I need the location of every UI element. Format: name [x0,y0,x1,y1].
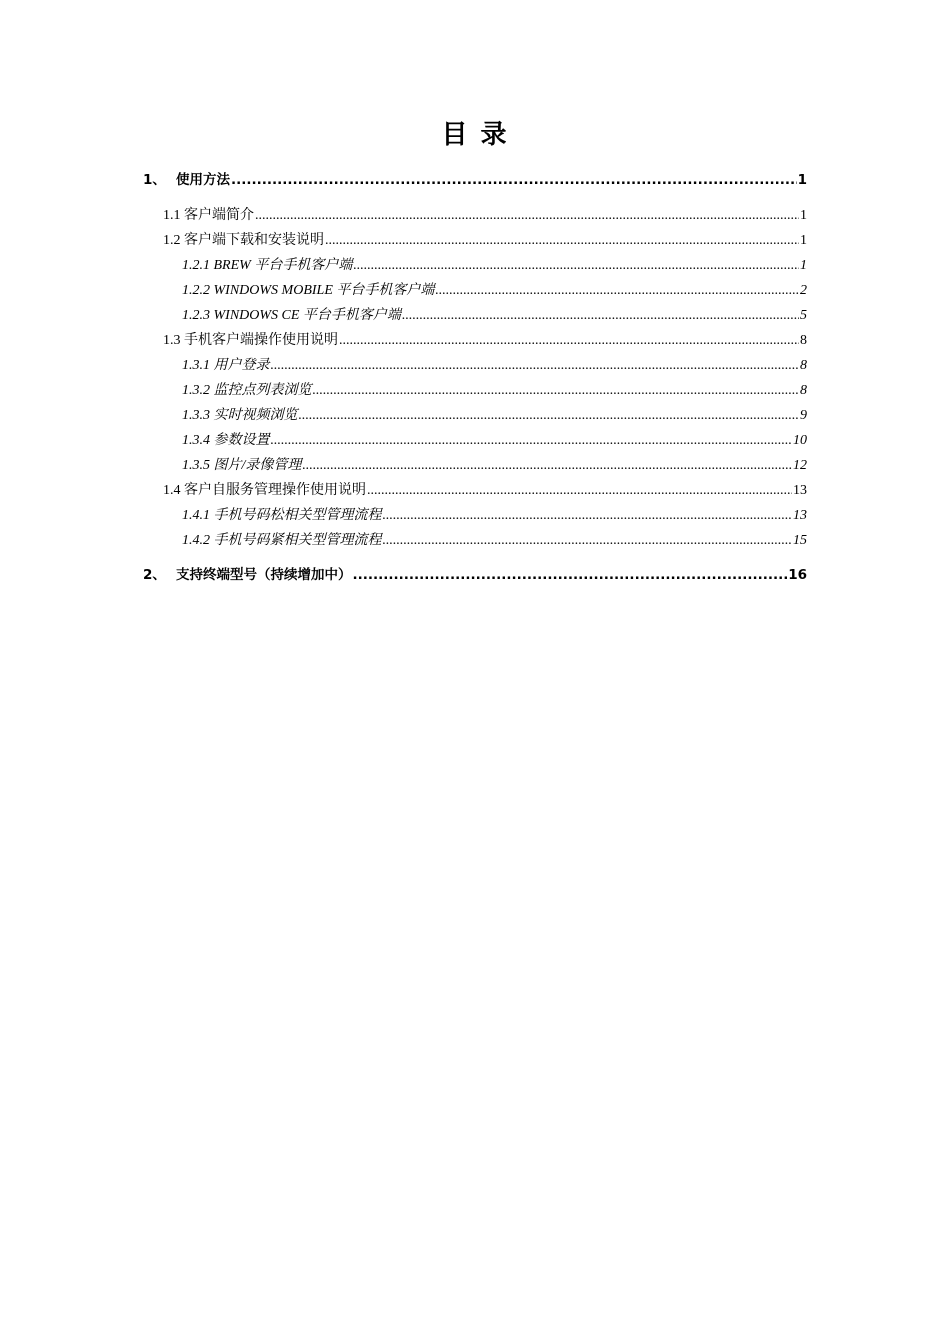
toc-entry-text: 手机号码松相关型管理流程 [213,508,382,523]
toc-entry-text: WINDOWS CE 平台手机客户端 [213,308,401,323]
toc-entry-1-3[interactable] [143,328,807,353]
toc-entry-1-4-2[interactable] [143,528,807,553]
dot-leader [383,528,793,553]
dot-leader [302,453,792,478]
toc-entry-label [182,253,352,278]
toc-entry-text: 参数设置 [213,433,270,448]
toc-entry-number: 1.2.3 [182,308,210,323]
dot-leader [271,353,800,378]
toc-entry-1-2-2[interactable] [143,278,807,303]
toc-page-number: 13 [793,483,807,498]
dot-leader [353,563,788,588]
dot-leader [299,403,800,428]
toc-entry-1-1[interactable] [143,203,807,228]
toc-page-number: 16 [788,567,807,583]
toc-page-number: 1 [797,172,807,188]
dot-leader [313,378,800,403]
dot-leader [339,328,799,353]
toc-entry-text: BREW 平台手机客户端 [213,258,353,273]
toc-entry-number: 1.3 [163,333,181,348]
toc-entry-number: 1.3.2 [182,383,210,398]
toc-page-number: 8 [800,333,807,348]
toc-entry-1-3-5[interactable] [143,453,807,478]
toc-entry-text: 支持终端型号（持续增加中） [176,567,352,583]
toc-entry-label [163,228,324,253]
toc-page-number: 1 [800,258,807,273]
dot-leader [435,278,799,303]
toc-entry-1-4[interactable] [143,478,807,503]
toc-entry-label [163,203,254,228]
toc-entry-number: 1.4.1 [182,508,210,523]
toc-entry-number: 1.3.4 [182,433,210,448]
dot-leader [325,228,799,253]
toc-entry-number: 2、 [143,567,166,583]
toc-entry-text: 用户登录 [213,358,270,373]
dot-leader [402,303,799,328]
toc-entry-text: 手机客户端操作使用说明 [184,333,338,348]
toc-entry-label [182,353,270,378]
toc-entry-number: 1.2.2 [182,283,210,298]
toc-entry-number: 1.1 [163,208,181,223]
page-title: 目 录 [441,120,509,150]
toc-entry-label [182,528,382,553]
toc-entry-number: 1.4 [163,483,181,498]
toc-entry-label [163,328,338,353]
toc-entry-1-3-4[interactable] [143,428,807,453]
toc-entry-label [182,378,312,403]
toc-entry-number: 1、 [143,172,166,188]
toc-entry-number: 1.2.1 [182,258,210,273]
toc-entry-text: 手机号码紧相关型管理流程 [213,533,382,548]
toc-entry-text: 图片/录像管理 [213,458,302,473]
table-of-contents [143,168,807,588]
toc-entry-label [182,503,382,528]
toc-page-number: 13 [793,508,807,523]
toc-page-number: 10 [793,433,807,448]
toc-page-number: 12 [793,458,807,473]
toc-entry-number: 1.3.1 [182,358,210,373]
toc-entry-text: 客户端简介 [184,208,254,223]
toc-page-number: 5 [800,308,807,323]
dot-leader [383,503,793,528]
dot-leader [231,168,797,193]
toc-entry-label [143,168,230,193]
toc-entry-number: 1.3.5 [182,458,210,473]
toc-page-number: 2 [800,283,807,298]
toc-page-number: 1 [800,233,807,248]
toc-entry-label [182,428,270,453]
toc-entry-number: 1.3.3 [182,408,210,423]
toc-entry-1[interactable] [143,168,807,193]
toc-entry-text: 监控点列表浏览 [213,383,312,398]
toc-entry-1-3-1[interactable] [143,353,807,378]
toc-entry-label [182,403,298,428]
toc-entry-label [182,278,434,303]
toc-entry-1-4-1[interactable] [143,503,807,528]
toc-entry-label [182,453,301,478]
toc-entry-1-3-2[interactable] [143,378,807,403]
toc-page-number: 8 [800,358,807,373]
dot-leader [255,203,799,228]
toc-entry-label [163,478,366,503]
toc-page-number: 1 [800,208,807,223]
toc-entry-label [143,563,352,588]
toc-entry-number: 1.2 [163,233,181,248]
toc-entry-text: WINDOWS MOBILE 平台手机客户端 [213,283,435,298]
toc-page-number: 8 [800,383,807,398]
toc-entry-1-2[interactable] [143,228,807,253]
toc-page-number: 9 [800,408,807,423]
toc-page-number: 15 [793,533,807,548]
toc-entry-text: 客户自服务管理操作使用说明 [184,483,366,498]
toc-entry-text: 使用方法 [176,172,230,188]
toc-entry-text: 实时视频浏览 [213,408,298,423]
toc-entry-number: 1.4.2 [182,533,210,548]
dot-leader [271,428,793,453]
toc-entry-1-2-3[interactable] [143,303,807,328]
toc-entry-text: 客户端下载和安装说明 [184,233,324,248]
toc-entry-2[interactable] [143,563,807,588]
toc-entry-1-2-1[interactable] [143,253,807,278]
dot-leader [353,253,799,278]
toc-entry-label [182,303,401,328]
toc-entry-1-3-3[interactable] [143,403,807,428]
dot-leader [367,478,792,503]
